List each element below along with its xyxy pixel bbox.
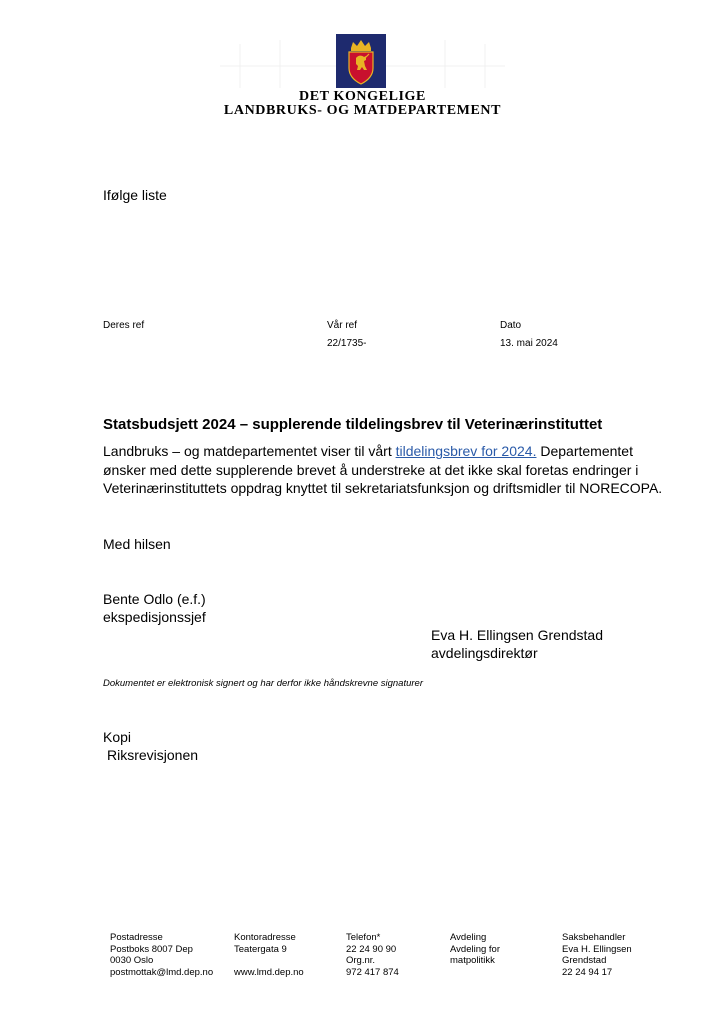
footer-saksbehandler-phone: 22 24 94 17 bbox=[562, 966, 613, 978]
footer-email-link[interactable]: postmottak@lmd.dep.no bbox=[110, 966, 214, 978]
signer1-title: ekspedisjonssjef bbox=[103, 609, 206, 625]
footer-saksbehandler-line2: Grendstad bbox=[562, 955, 607, 966]
signature-note: Dokumentet er elektronisk signert og har derfor ikke håndskrevne signaturer bbox=[103, 678, 423, 689]
footer-avdeling-line1: Avdeling for bbox=[450, 943, 500, 955]
tildelingsbrev-link[interactable]: tildelingsbrev for 2024. bbox=[395, 443, 537, 459]
footer-website-link[interactable]: www.lmd.dep.no bbox=[234, 966, 304, 978]
footer-saksbehandler-label: Saksbehandler bbox=[562, 932, 626, 943]
var-ref-value: 22/1735- bbox=[327, 338, 367, 349]
footer-kontoradresse-line1: Teatergata 9 bbox=[234, 943, 287, 955]
footer-postadresse-line2: 0030 Oslo bbox=[110, 955, 154, 966]
signer2-title: avdelingsdirektør bbox=[431, 645, 538, 661]
body-text-part1: Landbruks – og matdepartementet viser til vårt bbox=[103, 443, 396, 459]
deres-ref-label: Deres ref bbox=[103, 320, 145, 331]
footer-postadresse bbox=[110, 932, 213, 978]
footer-avdeling-label: Avdeling bbox=[450, 932, 487, 943]
coat-of-arms-logo bbox=[336, 34, 386, 88]
footer-avdeling bbox=[450, 932, 500, 967]
signer1-name: Bente Odlo (e.f.) bbox=[103, 591, 206, 607]
closing-greeting: Med hilsen bbox=[103, 536, 171, 552]
var-ref-label: Vår ref bbox=[327, 320, 358, 331]
dato-label: Dato bbox=[500, 320, 522, 331]
department-name-line2: LANDBRUKS- OG MATDEPARTEMENT bbox=[223, 103, 502, 118]
footer-orgnr-value: 972 417 874 bbox=[346, 966, 399, 978]
footer-kontoradresse-line2 bbox=[234, 955, 304, 967]
footer-telefon bbox=[346, 932, 399, 978]
footer-telefon-number: 22 24 90 90 bbox=[346, 943, 397, 955]
footer-orgnr-label: Org.nr. bbox=[346, 955, 376, 966]
copy-recipient: Riksrevisjonen bbox=[107, 747, 199, 763]
letter-title: Statsbudsjett 2024 – supplerende tildelingsbrev til Veterinærinstituttet bbox=[103, 416, 603, 433]
footer-saksbehandler-line1: Eva H. Ellingsen bbox=[562, 943, 632, 955]
footer-saksbehandler bbox=[562, 932, 632, 978]
footer-kontoradresse bbox=[234, 932, 304, 978]
footer-telefon-label: Telefon* bbox=[346, 932, 381, 943]
footer-postadresse-label: Postadresse bbox=[110, 932, 163, 943]
copy-label: Kopi bbox=[103, 729, 132, 745]
footer-postadresse-line1: Postboks 8007 Dep bbox=[110, 943, 193, 955]
footer-kontoradresse-label: Kontoradresse bbox=[234, 932, 296, 943]
footer-avdeling-line2: matpolitikk bbox=[450, 955, 495, 966]
signer2-name: Eva H. Ellingsen Grendstad bbox=[431, 627, 603, 643]
department-name-line1: DET KONGELIGE bbox=[299, 89, 426, 104]
letter-body bbox=[103, 442, 663, 498]
dato-value: 13. mai 2024 bbox=[500, 338, 558, 349]
recipient: Ifølge liste bbox=[103, 187, 167, 203]
body-text-part2: Departementet ønsker med dette supplerende brevet å understreke at det ikke skal foretas endringer i Veterinærinstituttets oppdrag knyttet til sekretariatsfunksjon og driftsmidler til NORECOPA. bbox=[103, 443, 663, 496]
